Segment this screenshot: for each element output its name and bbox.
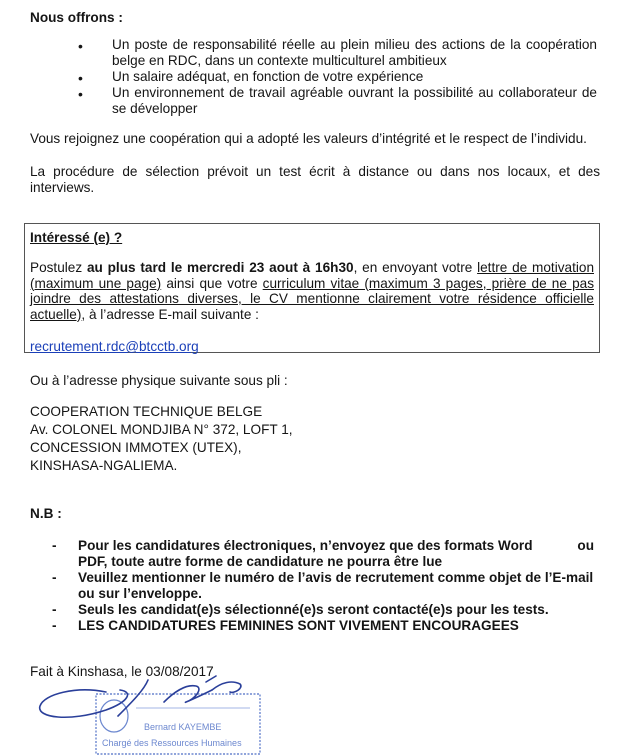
application-text: Postulez — [30, 260, 87, 275]
dash-bullet: - — [52, 602, 57, 617]
offer-heading: Nous offrons : — [30, 10, 123, 25]
postal-address-line: KINSHASA-NGALIEMA. — [30, 458, 178, 473]
cv-requirement-text: joindre des attestations diverses, le CV mentionne clairement votre résidence officielle — [30, 291, 594, 306]
nb-item-line: Veuillez mentionner le numéro de l’avis de recrutement comme objet de l’E-mail — [78, 570, 594, 585]
nb-item-line: PDF, toute autre forme de candidature ne pourra être lue — [78, 553, 443, 569]
svg-text:Chargé des Ressources Humaines: Chargé des Ressources Humaines — [102, 738, 242, 748]
nb-item-text: ou — [577, 538, 594, 553]
postal-address — [30, 403, 293, 475]
application-text: , en envoyant votre — [353, 260, 478, 275]
nb-item — [78, 570, 598, 601]
offer-item-line: se développer — [112, 100, 198, 116]
cv-requirement-text: curriculum vitae (maximum 3 pages, prière de ne pas — [262, 275, 594, 291]
motivation-letter-text: (maximum une page) — [30, 275, 162, 291]
offer-item-line: Un environnement de travail agréable ouvrant la possibilité au collaborateur de — [112, 85, 597, 100]
cv-requirement-text: actuelle) — [30, 306, 82, 322]
nb-item-line — [78, 538, 598, 554]
nb-item — [78, 538, 598, 569]
application-line — [30, 276, 594, 292]
application-line — [30, 260, 594, 276]
email-link[interactable]: recrutement.rdc@btcctb.org — [30, 339, 199, 354]
bullet-dot-icon: • — [78, 70, 83, 86]
procedure-line: interviews. — [30, 179, 95, 195]
motivation-letter-text: lettre de motivation — [477, 260, 594, 275]
offer-item-line: Un salaire adéquat, en fonction de votre expérience — [112, 69, 424, 84]
signature-place-date: Fait à Kinshasa, le 03/08/2017 — [30, 664, 214, 679]
offer-item — [112, 85, 597, 116]
nb-item-text: Pour les candidatures électroniques, n’envoyez que des formats Word — [78, 538, 533, 553]
signature-stamp-image — [36, 672, 266, 756]
interest-heading: Intéressé (e) ? — [30, 230, 123, 245]
deadline-text: au plus tard le mercredi 23 aout à 16h30 — [86, 260, 354, 275]
nb-heading: N.B : — [30, 506, 62, 521]
bullet-dot-icon: • — [78, 86, 83, 102]
offer-item — [112, 69, 597, 85]
nb-item-line: LES CANDIDATURES FEMININES SONT VIVEMENT ENCOURAGEES — [78, 618, 519, 633]
application-text: ainsi que votre — [161, 275, 263, 291]
nb-item — [78, 618, 598, 634]
postal-intro: Ou à l’adresse physique suivante sous pli : — [30, 373, 288, 388]
values-paragraph: Vous rejoignez une coopération qui a adopté les valeurs d’intégrité et le respect de l’individu. — [30, 131, 587, 146]
application-paragraph — [30, 260, 594, 322]
dash-bullet: - — [52, 570, 57, 585]
application-text: , à l’adresse E-mail suivante : — [81, 306, 259, 322]
offer-item-line: Un poste de responsabilité réelle au plein milieu des actions de la coopération — [112, 37, 597, 52]
postal-address-line: Av. COLONEL MONDJIBA N° 372, LOFT 1, — [30, 422, 293, 437]
procedure-paragraph — [30, 164, 600, 195]
dash-bullet: - — [52, 618, 57, 633]
nb-item-line: ou sur l’enveloppe. — [78, 585, 202, 601]
svg-text:Bernard KAYEMBE: Bernard KAYEMBE — [144, 722, 222, 732]
bullet-dot-icon: • — [78, 38, 83, 54]
nb-item-line: Seuls les candidat(e)s sélectionné(e)s seront contacté(e)s pour les tests. — [78, 602, 549, 617]
handwritten-signature — [40, 676, 241, 717]
offer-item — [112, 37, 597, 68]
application-line — [30, 307, 594, 323]
nb-item — [78, 602, 598, 618]
offer-item-line: belge en RDC, dans un contexte multiculturel ambitieux — [112, 52, 447, 68]
procedure-line: La procédure de sélection prévoit un test écrit à distance ou dans nos locaux, et des — [30, 164, 600, 179]
postal-address-line: COOPERATION TECHNIQUE BELGE — [30, 404, 263, 419]
postal-address-line: CONCESSION IMMOTEX (UTEX), — [30, 440, 242, 455]
dash-bullet: - — [52, 538, 57, 553]
